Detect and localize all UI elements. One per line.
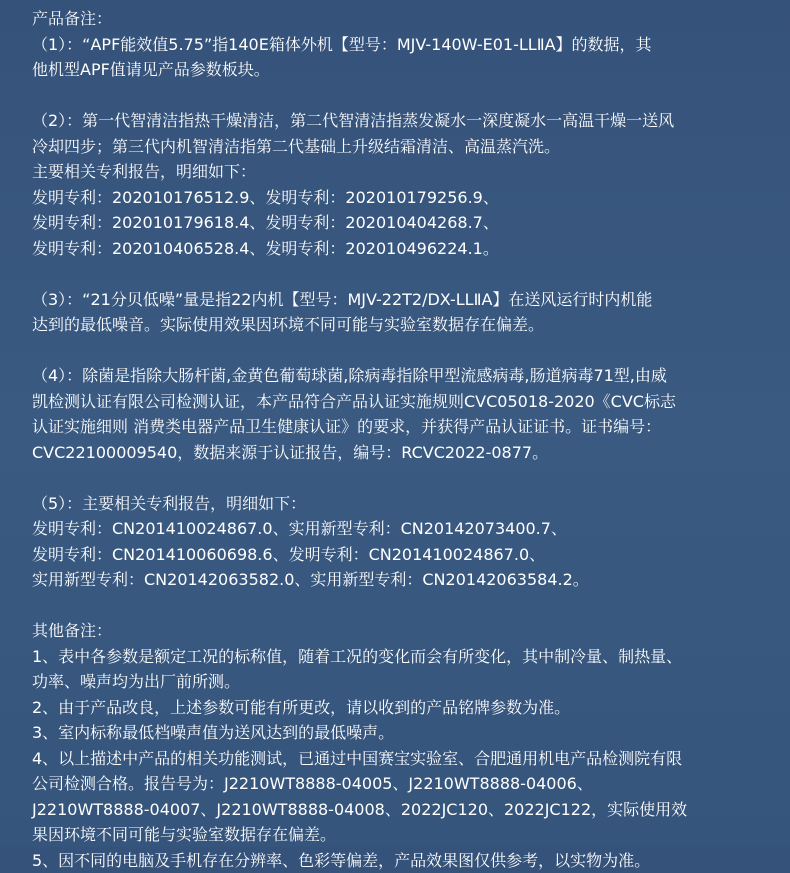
notes-heading: 产品备注： [32, 6, 766, 32]
note-4 [32, 363, 766, 465]
note-2-line-4: 发明专利：202010176512.9、发明专利：202010179256.9、 [32, 185, 766, 211]
note-2-line-6: 发明专利：202010406528.4、发明专利：202010496224.1。 [32, 236, 766, 262]
note-4-line-1: （4）：除菌是指除大肠杆菌,金黄色葡萄球菌,除病毒指除甲型流感病毒,肠道病毒71型,由威 [32, 363, 766, 389]
note-1-line-2: 他机型APF值请见产品参数板块。 [32, 57, 766, 83]
other-note-line: 公司检测合格。报告号为：J2210WT8888-04005、J2210WT8888-04006、 [32, 771, 766, 797]
other-note-line: 1、表中各参数是额定工况的标称值，随着工况的变化而会有所变化，其中制冷量、制热量、 [32, 644, 766, 670]
spacer [32, 465, 766, 491]
spacer [32, 593, 766, 619]
other-note-line: J2210WT8888-04007、J2210WT8888-04008、2022JC120、2022JC122，实际使用效 [32, 797, 766, 823]
note-3-line-1: （3）：“21分贝低噪”量是指22内机【型号：MJV-22T2/DX-LLⅡA】在送风运行时内机能 [32, 287, 766, 313]
note-2-line-2: 冷却四步；第三代内机智清洁指第二代基础上升级结霜清洁、高温蒸汽洗。 [32, 134, 766, 160]
other-note-line: 功率、噪声均为出厂前所测。 [32, 669, 766, 695]
spacer [32, 261, 766, 287]
other-notes-heading: 其他备注： [32, 618, 766, 644]
note-4-line-3: 认证实施细则 消费类电器产品卫生健康认证》的要求，并获得产品认证证书。证书编号： [32, 414, 766, 440]
note-2-line-5: 发明专利：202010179618.4、发明专利：202010404268.7、 [32, 210, 766, 236]
other-note-line: 2、由于产品改良，上述参数可能有所更改，请以收到的产品铭牌参数为准。 [32, 695, 766, 721]
note-2-line-3: 主要相关专利报告，明细如下： [32, 159, 766, 185]
note-5 [32, 491, 766, 593]
other-note-line: 4、以上描述中产品的相关功能测试，已通过中国赛宝实验室、合肥通用机电产品检测院有限 [32, 746, 766, 772]
note-2-line-1: （2）：第一代智清洁指热干燥清洁，第二代智清洁指蒸发凝水一深度凝水一高温干燥一送风 [32, 108, 766, 134]
note-4-line-4: CVC22100009540，数据来源于认证报告，编号：RCVC2022-0877。 [32, 440, 766, 466]
note-4-line-2: 凯检测认证有限公司检测认证，本产品符合产品认证实施规则CVC05018-2020《CVC标志 [32, 389, 766, 415]
note-3-line-2: 达到的最低噪音。实际使用效果因环境不同可能与实验室数据存在偏差。 [32, 312, 766, 338]
other-note-line: 5、因不同的电脑及手机存在分辨率、色彩等偏差，产品效果图仅供参考，以实物为准。 [32, 848, 766, 873]
note-2 [32, 108, 766, 261]
note-3 [32, 287, 766, 338]
other-note-line: 果因环境不同可能与实验室数据存在偏差。 [32, 822, 766, 848]
spacer [32, 338, 766, 364]
other-note-line: 3、室内标称最低档噪声值为送风达到的最低噪声。 [32, 720, 766, 746]
note-1-line-1: （1）：“APF能效值5.75”指140E箱体外机【型号：MJV-140W-E01-LLⅡA】的数据，其 [32, 32, 766, 58]
other-notes [32, 644, 766, 873]
note-1 [32, 32, 766, 83]
note-5-line-1: （5）：主要相关专利报告，明细如下： [32, 491, 766, 517]
spacer [32, 83, 766, 109]
note-5-line-2: 发明专利：CN201410024867.0、实用新型专利：CN20142073400.7、 [32, 516, 766, 542]
note-5-line-3: 发明专利：CN201410060698.6、发明专利：CN201410024867.0、 [32, 542, 766, 568]
note-5-line-4: 实用新型专利：CN20142063582.0、实用新型专利：CN20142063584.2。 [32, 567, 766, 593]
